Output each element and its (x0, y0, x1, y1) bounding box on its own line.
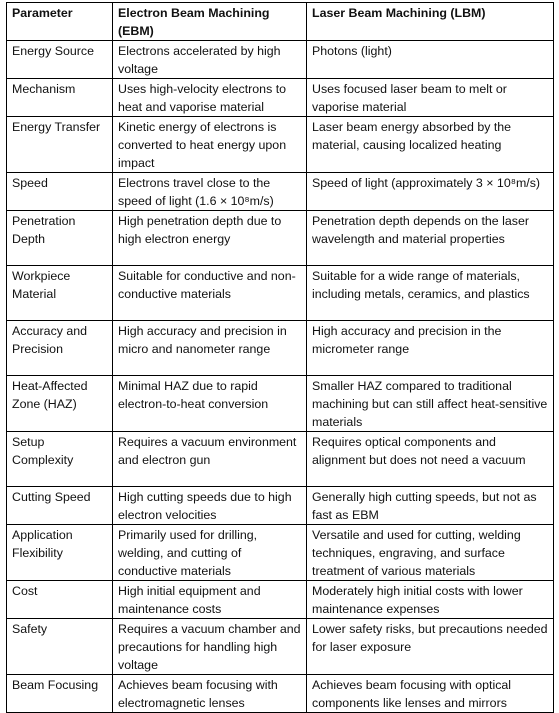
parameter-cell: Energy Source (7, 41, 113, 79)
ebm-cell: High accuracy and precision in micro and nanometer range (113, 321, 307, 376)
ebm-cell: Kinetic energy of electrons is converted to heat energy upon impact (113, 117, 307, 173)
table-row (7, 376, 554, 432)
table-row (7, 321, 554, 376)
ebm-cell: Minimal HAZ due to rapid electron-to-heat conversion (113, 376, 307, 432)
lbm-cell: Smaller HAZ compared to traditional machining but can still affect heat-sensitive materials (307, 376, 554, 432)
header-parameter: Parameter (7, 3, 113, 41)
lbm-cell: Versatile and used for cutting, welding techniques, engraving, and surface treatment of various materials (307, 525, 554, 581)
table-row (7, 41, 554, 79)
ebm-cell: Achieves beam focusing with electromagnetic lenses (113, 675, 307, 713)
parameter-cell: Cutting Speed (7, 487, 113, 525)
table-row (7, 266, 554, 321)
table-row (7, 619, 554, 675)
table-row (7, 211, 554, 266)
header-ebm: Electron Beam Machining (EBM) (113, 3, 307, 41)
lbm-cell: High accuracy and precision in the micrometer range (307, 321, 554, 376)
parameter-cell: Application Flexibility (7, 525, 113, 581)
lbm-cell: Speed of light (approximately 3 × 10⁸m/s) (307, 173, 554, 211)
table-row (7, 525, 554, 581)
table-row (7, 79, 554, 117)
ebm-cell: High initial equipment and maintenance costs (113, 581, 307, 619)
table-row (7, 487, 554, 525)
header-row (7, 3, 554, 41)
ebm-cell: High penetration depth due to high electron energy (113, 211, 307, 266)
lbm-cell: Laser beam energy absorbed by the material, causing localized heating (307, 117, 554, 173)
table-row (7, 675, 554, 713)
table-row (7, 581, 554, 619)
parameter-cell: Accuracy and Precision (7, 321, 113, 376)
lbm-cell: Uses focused laser beam to melt or vaporise material (307, 79, 554, 117)
parameter-cell: Beam Focusing (7, 675, 113, 713)
parameter-cell: Penetration Depth (7, 211, 113, 266)
ebm-cell: Suitable for conductive and non-conductive materials (113, 266, 307, 321)
table-row (7, 173, 554, 211)
parameter-cell: Speed (7, 173, 113, 211)
header-lbm: Laser Beam Machining (LBM) (307, 3, 554, 41)
table-row (7, 117, 554, 173)
comparison-table (6, 2, 554, 713)
ebm-cell: Primarily used for drilling, welding, and cutting of conductive materials (113, 525, 307, 581)
parameter-cell: Heat-Affected Zone (HAZ) (7, 376, 113, 432)
ebm-cell: High cutting speeds due to high electron velocities (113, 487, 307, 525)
parameter-cell: Mechanism (7, 79, 113, 117)
parameter-cell: Workpiece Material (7, 266, 113, 321)
parameter-cell: Cost (7, 581, 113, 619)
ebm-cell: Electrons travel close to the speed of light (1.6 × 10⁸m/s) (113, 173, 307, 211)
lbm-cell: Achieves beam focusing with optical components like lenses and mirrors (307, 675, 554, 713)
table-row (7, 432, 554, 487)
parameter-cell: Safety (7, 619, 113, 675)
lbm-cell: Photons (light) (307, 41, 554, 79)
lbm-cell: Moderately high initial costs with lower maintenance expenses (307, 581, 554, 619)
lbm-cell: Suitable for a wide range of materials, including metals, ceramics, and plastics (307, 266, 554, 321)
ebm-cell: Requires a vacuum chamber and precautions for handling high voltage (113, 619, 307, 675)
parameter-cell: Setup Complexity (7, 432, 113, 487)
lbm-cell: Generally high cutting speeds, but not as fast as EBM (307, 487, 554, 525)
lbm-cell: Penetration depth depends on the laser wavelength and material properties (307, 211, 554, 266)
ebm-cell: Uses high-velocity electrons to heat and vaporise material (113, 79, 307, 117)
ebm-cell: Electrons accelerated by high voltage (113, 41, 307, 79)
parameter-cell: Energy Transfer (7, 117, 113, 173)
ebm-cell: Requires a vacuum environment and electron gun (113, 432, 307, 487)
lbm-cell: Requires optical components and alignment but does not need a vacuum (307, 432, 554, 487)
lbm-cell: Lower safety risks, but precautions needed for laser exposure (307, 619, 554, 675)
